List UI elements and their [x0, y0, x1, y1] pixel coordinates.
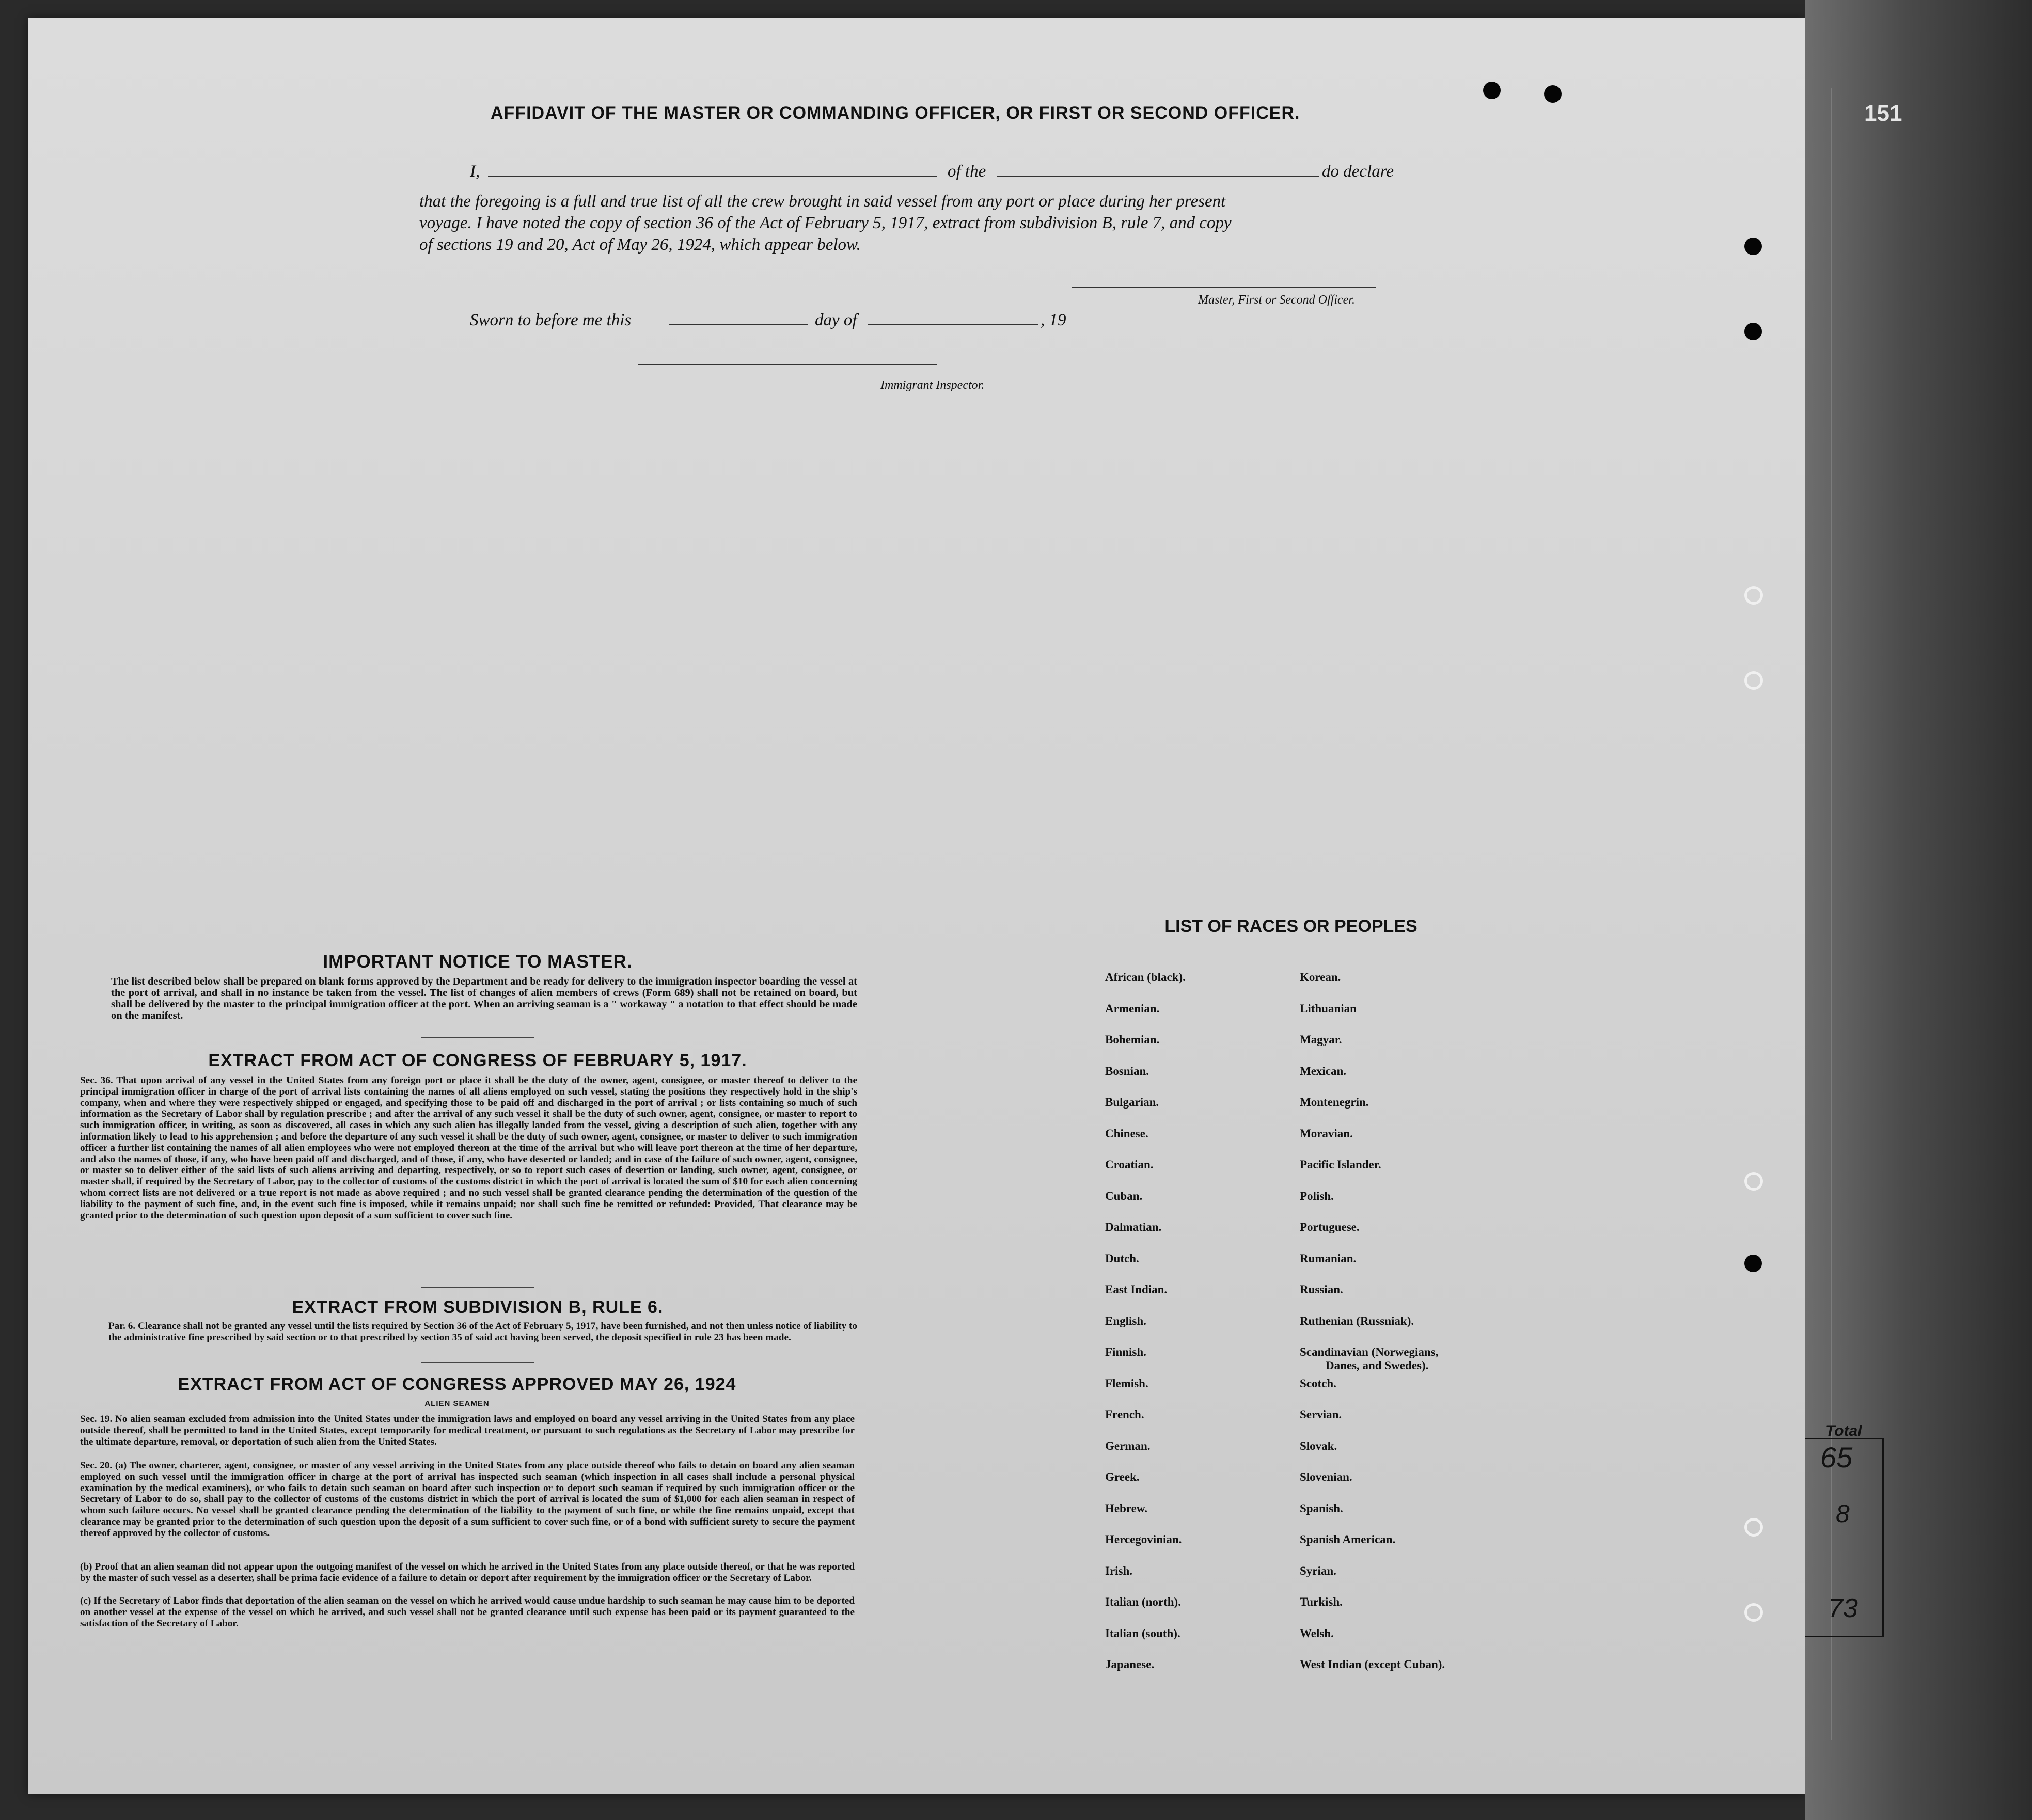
sworn-label: Sworn to before me this	[470, 311, 632, 329]
race-item: Welsh.	[1300, 1626, 1334, 1640]
affidavit-line-2: voyage. I have noted the copy of section 36 of the Act of February 5, 1917, extract from subdivision B, rule 7, and copy	[419, 214, 1232, 232]
divider	[421, 1287, 534, 1288]
day-of-label: day of	[815, 311, 857, 329]
race-item: East Indian.	[1105, 1283, 1168, 1296]
notice-title: IMPORTANT NOTICE TO MASTER.	[323, 952, 633, 972]
binder-hole	[1483, 82, 1501, 99]
race-item: Chinese.	[1105, 1127, 1148, 1140]
do-declare-label: do declare	[1322, 162, 1394, 181]
extract-1917-text: Sec. 36. That upon arrival of any vessel in the United States from any foreign port or place it shall be the duty of the owner, agent, consignee, or master thereof to deliver to the principal immigration officer in charge of the port of arrival lists containing the names of all aliens employed on such vessel, stating the positions they respectively hold in the ship's company, when and where they were respectively shipped or engaged, and specifying those to be paid off and discharged in the port of arrival ; or lists containing so much of such information as the Secretary of Labor shall by regulation prescribe ; and after the arrival of any such vessel it shall be the duty of such owner, agent, consignee, or master to report to such immigration officer, in writing, as soon as discovered, all cases in which any such alien has illegally landed from the vessel, giving a description of such alien, together with any information likely to lead to his apprehension ; and before the departure of any such vessel it shall be the duty of such owner, agent, consignee, or master to deliver to such immigration officer a further list containing the names of all alien employees who were not employed thereon at the time of the arrival but who will leave port thereon at the time of her departure, and also the names of those, if any, who have been paid off and discharged, and of those, if any, who have deserted or landed; and in case of the failure of such owner, agent, consignee, or master so to deliver either of the said lists of such aliens arriving and departing, respectively, or so to report such cases of desertion or landing, such owner, agent, consignee, or master shall, if required by the Secretary of Labor, pay to the collector of customs of the customs district in which the port of arrival is located the sum of $10 for each alien concerning whom correct lists are not delivered or a true report is not made as above required ; and no such vessel shall be granted clearance pending the determination of the question of the liability to the payment of such fine, and, in the event such fine is imposed, while it remains unpaid; nor shall such fine be remitted or refunded: Provided, That clearance may be granted prior to the determination of such question upon deposit of a sum sufficient to cover such fine.	[80, 1075, 857, 1221]
races-left-column	[1105, 971, 1186, 1689]
notice-text: The list described below shall be prepared on blank forms approved by the Department and be ready for delivery to the immigration inspector boarding the vessel at the port of arrival, and shall in no instance be taken from the vessel. The list of changes of alien members of crews (Form 689) shall not be retained on board, but shall be delivered by the master to the principal immigration officer at the port. When an arriving seaman is a " workaway " a notation to that effect should be made on the manifest.	[111, 976, 857, 1021]
race-item: Cuban.	[1105, 1189, 1143, 1202]
race-item: Magyar.	[1300, 1033, 1342, 1046]
race-item: Moravian.	[1300, 1127, 1353, 1140]
race-item: Hebrew.	[1105, 1501, 1147, 1515]
binder-hole	[1744, 1603, 1763, 1622]
extract-1924-sec20a: Sec. 20. (a) The owner, charterer, agent, consignee, or master of any vessel arriving in the United States from any place outside thereof who fails to detain on board any alien seaman employed on such vessel until the immigration officer in charge at the port of arrival has inspected such seaman (which inspection in all cases shall include a personal physical examination by the medical examiners), or who fails to detain such seaman on board after such inspection or to deport such seaman if required by such immigration officer or the Secretary of Labor to do so, shall pay to the collector of customs of the customs district in which the port of arrival is located the sum of $1,000 for each alien seaman in respect of whom such failure occurs. No vessel shall be granted clearance pending the determination of the liability to the payment of such fine, or while the fine remains unpaid, except that clearance may be granted prior to the determination of such question upon the deposit of a sum sufficient to cover such fine, or of a bond with sufficient surety to secure the payment thereof approved by the collector of customs.	[80, 1460, 855, 1539]
races-right-column	[1300, 971, 1445, 1689]
affidavit-title: AFFIDAVIT OF THE MASTER OR COMMANDING OFFICER, OR FIRST OR SECOND OFFICER.	[491, 103, 1300, 123]
race-item: Japanese.	[1105, 1658, 1155, 1671]
race-item: Irish.	[1105, 1564, 1133, 1577]
race-item: German.	[1105, 1439, 1151, 1452]
extract-rule6-title: EXTRACT FROM SUBDIVISION B, RULE 6.	[292, 1297, 664, 1317]
binder-hole	[1744, 323, 1762, 340]
extract-1924-sec20c: (c) If the Secretary of Labor finds that deportation of the alien seaman on the vessel on which he arrived would cause undue hardship to such seaman he may cause him to be deported on another vessel at the expense of the vessel on which he arrived, and such vessel shall not be granted clearance until such expense has been paid or its payment guaranteed to the satisfaction of the Secretary of Labor.	[80, 1595, 855, 1629]
races-title: LIST OF RACES OR PEOPLES	[1164, 916, 1417, 936]
declarant-name-line	[488, 176, 937, 177]
race-item-continued: Danes, and Swedes).	[1326, 1359, 1429, 1372]
race-item: Armenian.	[1105, 1002, 1160, 1015]
race-item: Pacific Islander.	[1300, 1158, 1381, 1171]
race-item: Polish.	[1300, 1189, 1334, 1202]
race-item: Finnish.	[1105, 1346, 1146, 1358]
race-item: Mexican.	[1300, 1064, 1347, 1078]
race-item	[1300, 1346, 1445, 1377]
third-value: 73	[1828, 1593, 1858, 1623]
race-item: Portuguese.	[1300, 1221, 1360, 1233]
race-item: Dutch.	[1105, 1252, 1139, 1265]
race-item: African (black).	[1105, 971, 1186, 984]
extract-1924-sec19: Sec. 19. No alien seaman excluded from admission into the United States under the immigration laws and employed on board any vessel arriving in the United States from any place outside thereof, shall be permitted to land in the United States, except temporarily for medical treatment, or pursuant to such regulations as the Secretary of Labor may prescribe for the ultimate departure, removal, or deportation of such alien from the United States.	[80, 1414, 855, 1447]
race-item: Bosnian.	[1105, 1064, 1149, 1078]
extract-rule6-text: Par. 6. Clearance shall not be granted any vessel until the lists required by Section 36 of the Act of February 5, 1917, have been furnished, and not then unless notice of liability to the administrative fine prescribed by said section or to that prescribed by section 35 of said act having been served, the deposit specified in rule 23 has been made.	[108, 1321, 857, 1343]
divider	[421, 1362, 534, 1363]
binder-hole	[1744, 1255, 1762, 1272]
race-item: English.	[1105, 1314, 1146, 1327]
race-item: Rumanian.	[1300, 1252, 1357, 1265]
binder-hole	[1744, 1518, 1763, 1537]
extract-1924-sec20b: (b) Proof that an alien seaman did not appear upon the outgoing manifest of the vessel on which he arrived in the United States from any place outside thereof, or that he was reported by the master of such vessel as a deserter, shall be prima facie evidence of a failure to detain or deport after requirement by the immigration officer or the Secretary of Labor.	[80, 1561, 855, 1584]
extract-1917-title: EXTRACT FROM ACT OF CONGRESS OF FEBRUARY 5, 1917.	[208, 1051, 747, 1070]
race-item: Hercegovinian.	[1105, 1533, 1182, 1546]
affidavit-line-1: that the foregoing is a full and true list of all the crew brought in said vessel from any port or place during her present	[419, 192, 1226, 211]
race-item: Dalmatian.	[1105, 1221, 1162, 1233]
affidavit-line-3: of sections 19 and 20, Act of May 26, 1924, which appear below.	[419, 235, 861, 254]
race-item: Italian (north).	[1105, 1595, 1181, 1608]
race-item: Servian.	[1300, 1408, 1342, 1421]
page-number: 151	[1864, 101, 1902, 126]
race-item: Syrian.	[1300, 1564, 1336, 1577]
race-item: Croatian.	[1105, 1158, 1154, 1171]
divider	[421, 1037, 534, 1038]
total-label: Total	[1825, 1422, 1862, 1439]
binder-hole	[1744, 1172, 1763, 1191]
race-item: Montenegrin.	[1300, 1096, 1369, 1109]
race-item: Slovak.	[1300, 1439, 1337, 1452]
binder-hole	[1544, 85, 1562, 103]
binder-hole	[1744, 671, 1763, 690]
race-item: Flemish.	[1105, 1376, 1148, 1390]
race-item: West Indian (except Cuban).	[1300, 1658, 1445, 1671]
second-value: 8	[1836, 1500, 1850, 1528]
race-item: Russian.	[1300, 1283, 1343, 1296]
race-item: Greek.	[1105, 1470, 1140, 1483]
race-item: French.	[1105, 1408, 1144, 1421]
year-label: , 19	[1041, 311, 1066, 329]
inspector-signature-line	[638, 364, 937, 365]
inspector-caption: Immigrant Inspector.	[880, 378, 985, 392]
race-item: Italian (south).	[1105, 1626, 1180, 1640]
extract-1924-subtitle: ALIEN SEAMEN	[424, 1399, 490, 1408]
binder-hole	[1744, 238, 1762, 255]
master-signature-line	[1072, 287, 1376, 288]
race-item: Ruthenian (Russniak).	[1300, 1314, 1414, 1327]
race-item: Turkish.	[1300, 1595, 1343, 1608]
sworn-month-line	[868, 324, 1038, 325]
of-the-label: of the	[948, 162, 986, 181]
race-item: Slovenian.	[1300, 1470, 1352, 1483]
sworn-day-line	[669, 324, 808, 325]
race-item-label: Scandinavian (Norwegians,	[1300, 1346, 1439, 1358]
total-value: 65	[1820, 1441, 1853, 1474]
declarant-label: I,	[470, 162, 480, 181]
race-item: Bohemian.	[1105, 1033, 1160, 1046]
race-item: Lithuanian	[1300, 1002, 1357, 1015]
race-item: Scotch.	[1300, 1376, 1336, 1390]
race-item: Spanish.	[1300, 1501, 1343, 1515]
master-signature-caption: Master, First or Second Officer.	[1198, 293, 1355, 307]
extract-1924-title: EXTRACT FROM ACT OF CONGRESS APPROVED MAY 26, 1924	[178, 1374, 736, 1394]
race-item: Korean.	[1300, 971, 1341, 984]
binder-hole	[1744, 586, 1763, 605]
race-item: Spanish American.	[1300, 1533, 1396, 1546]
race-item: Bulgarian.	[1105, 1096, 1159, 1109]
vessel-name-line	[997, 176, 1319, 177]
